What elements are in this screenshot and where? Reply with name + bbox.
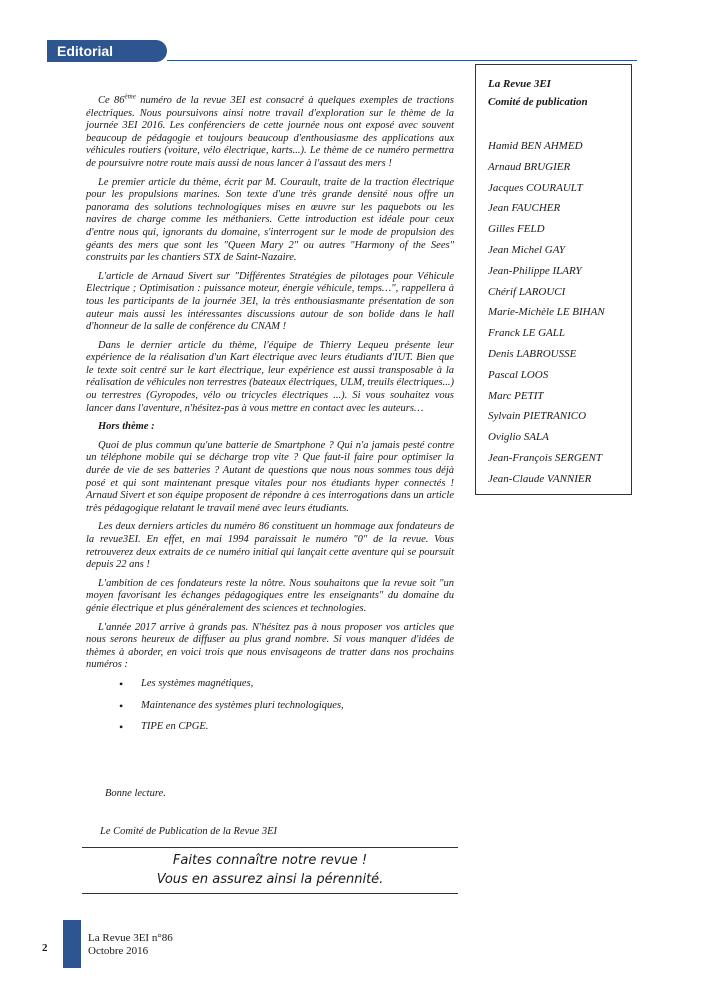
slogan xyxy=(82,851,458,889)
publication-committee-box xyxy=(475,64,632,495)
paragraph-ambition: L'ambition de ces fondateurs reste la nôtre. Nous souhaitons que la revue soit "un moyen favorisant les échanges pédagogiques entre les enseignants" du domaine du génie électrique et plus généralement des sciences et technologies. xyxy=(86,577,454,614)
editorial-intro xyxy=(86,92,454,171)
footer-date: Octobre 2016 xyxy=(88,945,149,957)
section-label: Editorial xyxy=(57,43,114,59)
paragraph-marine-propulsion: Le premier article du thème, écrit par M. Courault, traite de la traction électrique pour les propulsions marines. Son texte d'une très grande densité nous offre un panorama des solutions technologiques mises en œuvre sur les paquebots ou les navires de charge comme les méthaniers. Cette introduction est idéale pour ceux d'entre nous qui, ignorants du domaine, s'interrogent sur le mode de propulsion des géants des mers que sont les "Queen Mary 2" ou autres "Harmony of the Sees" construits par les chantiers STX de Saint-Nazaire. xyxy=(86,176,454,264)
committee-member: Marie-Michèle LE BIHAN xyxy=(488,306,605,319)
page-number: 2 xyxy=(42,942,48,954)
committee-member: Arnaud BRUGIER xyxy=(488,160,571,173)
committee-member: Jean-Claude VANNIER xyxy=(488,472,592,485)
committee-member: Jacques COURAULT xyxy=(488,181,583,194)
committee-member: Gilles FELD xyxy=(488,223,545,236)
header-rule xyxy=(167,60,637,61)
paragraph-electric-kart: Dans le dernier article du thème, l'équipe de Thierry Lequeu présente leur expérience de la réalisation d'un Kart électrique avec leurs étudiants d'IUT. Bien que le texte soit centré sur le kart électrique, leur expérience est aussi transposable à la réalisation de véhicules non terrestres (bateaux électriques, ULM, treuils électriques...) ou terrestres (Gyropodes, vélo ou tricycles électriques ...). Si vous souhaitez vous lancer dans l'aventure, n'hésitez-pas à vous mettre en contact avec les auteurs… xyxy=(86,339,454,414)
committee-member: Oviglio SALA xyxy=(488,431,549,444)
closing-text: Bonne lecture. xyxy=(105,788,166,799)
committee-member: Franck LE GALL xyxy=(488,327,565,340)
committee-member: Chérif LAROUCI xyxy=(488,285,566,298)
section-header-tab xyxy=(47,40,167,62)
intro-superscript: ème xyxy=(124,92,136,101)
paragraph-founders-tribute: Les deux derniers articles du numéro 86 constituent un hommage aux fondateurs de la revue3EI. En effet, en mai 1994 paraissait le numéro "0" de la revue. Vous retrouverez deux extraits de ce numéro initial qui lançait cette aventure qui se poursuit depuis 22 ans ! xyxy=(86,521,454,571)
signature: Le Comité de Publication de la Revue 3EI xyxy=(100,826,277,837)
committee-member: Jean-Philippe ILARY xyxy=(488,264,582,277)
sidebar-title: La Revue 3EI xyxy=(488,78,551,90)
editorial-body xyxy=(86,92,454,743)
committee-member: Pascal LOOS xyxy=(488,368,549,381)
committee-member: Jean-François SERGENT xyxy=(488,451,602,464)
paragraph-smartphone-battery: Quoi de plus commun qu'une batterie de Smartphone ? Qui n'a jamais pesté contre un téléphone mobile qui se décharge trop vite ? Que faut-il faire pour optimiser la durée de vie de ses batteries ? Autant de questions que nous nous sommes tous déjà posé et qui sont maintenant presque vitales pour nos étudiants hyper connectés ! Arnaud Sivert et son équipe proposent de répondre à ces interrogations dans un article très pédagogique relatant le travail mené avec leurs étudiants. xyxy=(86,439,454,514)
committee-member: Jean FAUCHER xyxy=(488,202,561,215)
topic-item: • Les systèmes magnétiques, xyxy=(86,678,454,691)
footer-journal: La Revue 3EI n°86 xyxy=(88,932,173,944)
slogan-line-2: Vous en assurez ainsi la pérennité. xyxy=(156,872,384,887)
slogan-line-1: Faites connaître notre revue ! xyxy=(172,853,368,868)
slogan-bottom-rule xyxy=(82,893,458,894)
intro-text-start: Ce 86 xyxy=(98,95,125,106)
committee-member: Denis LABROUSSE xyxy=(488,347,577,360)
footer-accent-bar xyxy=(63,920,81,968)
intro-text-rest: numéro de la revue 3EI est consacré à quelques exemples de tractions électriques. Nous poursuivons ainsi notre travail d'exploration sur le thème de la journée 3EI 2016. Les conférenciers de cette journée nous ont exposé avec souvent beaucoup de pédagogie et toujours beaucoup d'enthousiasme des applications aux véhicules routiers (voiture, vélo électrique, karts...). Le thème de ce numéro permettra de poursuivre notre route mais aussi de nous lancer à l'assaut des mers ! xyxy=(86,95,454,169)
committee-member: Sylvain PIETRANICO xyxy=(488,410,587,423)
hors-theme-heading: Hors thème : xyxy=(98,421,155,433)
committee-member: Marc PETIT xyxy=(488,389,544,402)
slogan-top-rule xyxy=(82,847,458,848)
committee-member: Hamid BEN AHMED xyxy=(488,140,583,152)
committee-member: Jean Michel GAY xyxy=(488,243,565,256)
topic-item: • Maintenance des systèmes pluri technologiques, xyxy=(86,700,454,713)
topic-item: • TIPE en CPGE. xyxy=(86,721,454,734)
paragraph-vehicle-strategies: L'article de Arnaud Sivert sur "Différentes Stratégies de pilotages pour Véhicule Electrique ; Optimisation : puissance moteur, énergie véhicule, temps…", rappellera à tous les participants de la journée 3EI, la très enthousiasmante présentation de son auteur mais aussi les intéressantes discussions autour de son bolide dans le hall d'honneur de la salle de conférence du CNAM ! xyxy=(86,270,454,333)
footer-info xyxy=(88,932,173,958)
upcoming-topics-list xyxy=(86,678,454,734)
sidebar-subtitle: Comité de publication xyxy=(488,96,588,108)
paragraph-call-for-articles: L'année 2017 arrive à grands pas. N'hésitez pas à nous proposer vos articles que nous serons heureux de diffuser au plus grand nombre. Si vous manquer d'idées de thèmes à aborder, en voici trois que nous envisageons de tratter dans nos prochains numéros : xyxy=(86,621,454,671)
